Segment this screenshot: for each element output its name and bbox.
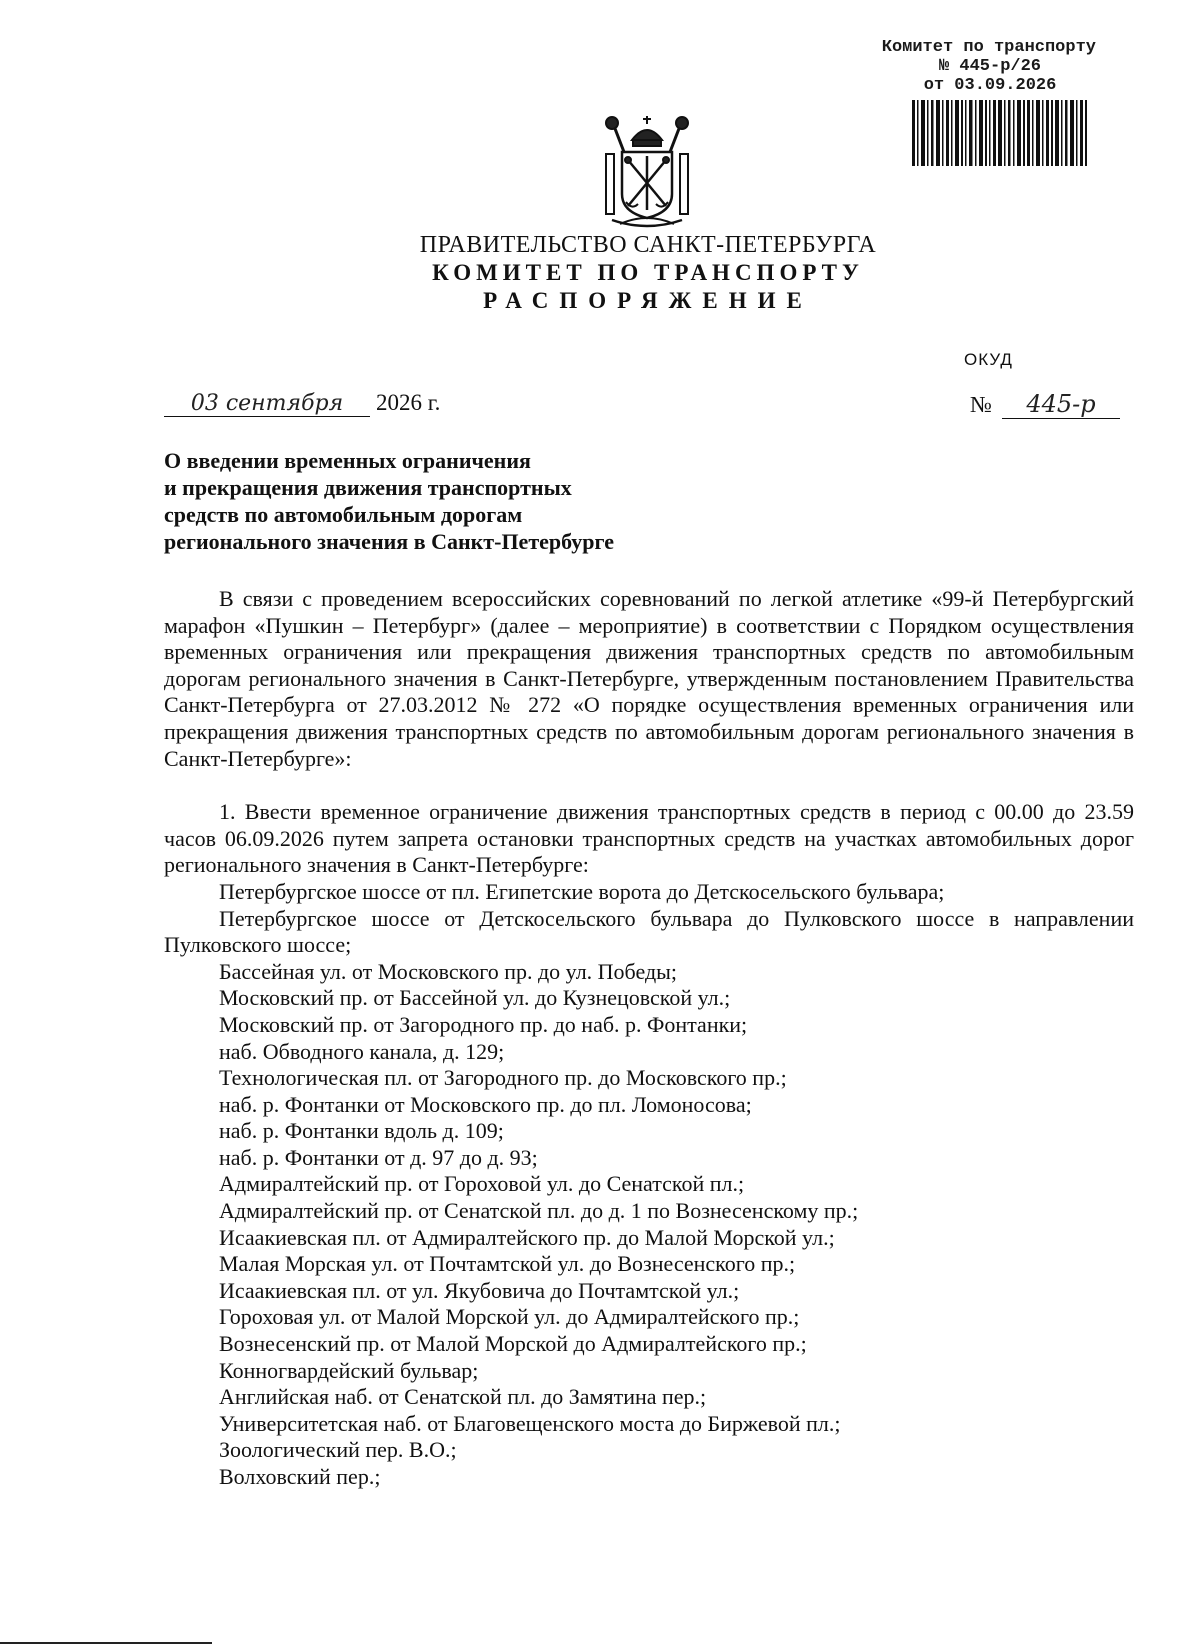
government-title: ПРАВИТЕЛЬСТВО САНКТ-ПЕТЕРБУРГА — [419, 232, 877, 258]
list-item: Английская наб. от Сенатской пл. до Замятина пер.; — [219, 1384, 707, 1410]
list-item: Малая Морская ул. от Почтамтской ул. до Вознесенского пр.; — [219, 1251, 796, 1277]
date-year: 2026 г. — [376, 390, 441, 415]
registration-stamp — [880, 38, 1100, 95]
document-subject — [164, 447, 784, 555]
subject-line: регионального значения в Санкт-Петербурге — [164, 529, 614, 554]
preamble-paragraph: В связи с проведением всероссийских соревнований по легкой атлетике «99-й Петербургский марафон «Пушкин – Петербург» (далее – мероприятие) в соответствии с Порядком осуществления временных ограничения или прекращения движения транспортных средств по автомобильным дорогам регионального значения в Санкт-Петербурге, утвержденным постановлением Правительства Санкт-Петербурга от 27.03.2012 № 272 «О порядке осуществления временных ограничения или прекращения движения транспортных средств по автомобильным дорогам регионального значения в Санкт-Петербурге»: — [164, 586, 1134, 771]
document-number — [970, 390, 1120, 419]
list-item: Исаакиевская пл. от Адмиралтейского пр. до Малой Морской ул.; — [219, 1224, 835, 1250]
barcode-icon — [910, 100, 1090, 166]
stamp-line-1: Комитет по транспорту — [881, 38, 1096, 57]
page-bottom-rule — [0, 1642, 212, 1644]
document-date — [164, 390, 440, 417]
number-sign: № — [970, 392, 992, 417]
list-item: Зоологический пер. В.О.; — [219, 1437, 457, 1463]
list-item: Исаакиевская пл. от ул. Якубовича до Почтамтской ул.; — [219, 1277, 740, 1303]
list-item: Гороховая ул. от Малой Морской ул. до Адмиралтейского пр.; — [219, 1304, 800, 1330]
list-item: Конногвардейский бульвар; — [219, 1357, 479, 1383]
list-item: Адмиралтейский пр. от Сенатской пл. до д. 1 по Вознесенскому пр.; — [219, 1198, 859, 1224]
list-item: Московский пр. от Бассейной ул. до Кузнецовской ул.; — [219, 985, 731, 1011]
list-item: Технологическая пл. от Загородного пр. до Московского пр.; — [219, 1065, 787, 1091]
list-item: Московский пр. от Загородного пр. до наб. р. Фонтанки; — [219, 1011, 748, 1037]
list-item: Волховский пер.; — [219, 1464, 381, 1489]
document-type-title: РАСПОРЯЖЕНИЕ — [483, 288, 813, 313]
stamp-line-3: от 03.09.2026 — [923, 76, 1057, 95]
committee-title: КОМИТЕТ ПО ТРАНСПОРТУ — [432, 260, 864, 285]
list-item: Вознесенский пр. от Малой Морской до Адмиралтейского пр.; — [219, 1331, 807, 1357]
list-item: Петербургское шоссе от пл. Египетские ворота до Детскосельского бульвара; — [219, 878, 945, 904]
list-item: наб. р. Фонтанки от Московского пр. до пл. Ломоносова; — [219, 1091, 752, 1117]
clause-1-paragraph: 1. Ввести временное ограничение движения транспортных средств в период с 00.00 до 23.59 часов 06.09.2026 путем запрета остановки транспортных средств на участках автомобильных дорог регионального значения в Санкт-Петербурге: — [164, 799, 1134, 878]
list-item: наб. р. Фонтанки вдоль д. 109; — [219, 1118, 504, 1144]
list-item: Университетская наб. от Благовещенского моста до Биржевой пл.; — [219, 1410, 841, 1436]
subject-line: О введении временных ограничения — [164, 448, 531, 473]
okud-label: ОКУД — [964, 350, 1013, 369]
list-item: Петербургское шоссе от Детскосельского бульвара до Пулковского шоссе в направлении Пулковского шоссе; — [164, 905, 1134, 958]
number-handwritten: 445-р — [1002, 390, 1120, 419]
stamp-line-2: № 445-р/26 — [938, 57, 1042, 76]
date-handwritten: 03 сентября — [164, 391, 370, 417]
list-item: наб. Обводного канала, д. 129; — [219, 1038, 505, 1064]
document-body — [164, 586, 1134, 1491]
list-item: Адмиралтейский пр. от Гороховой ул. до Сенатской пл.; — [219, 1171, 745, 1197]
list-item: наб. р. Фонтанки от д. 97 до д. 93; — [219, 1144, 538, 1170]
road-sections-list — [164, 879, 1134, 1491]
list-item: Бассейная ул. от Московского пр. до ул. Победы; — [219, 958, 678, 984]
coat-of-arms-icon — [592, 114, 702, 232]
subject-line: средств по автомобильным дорогам — [164, 502, 523, 527]
subject-line: и прекращения движения транспортных — [164, 475, 572, 500]
